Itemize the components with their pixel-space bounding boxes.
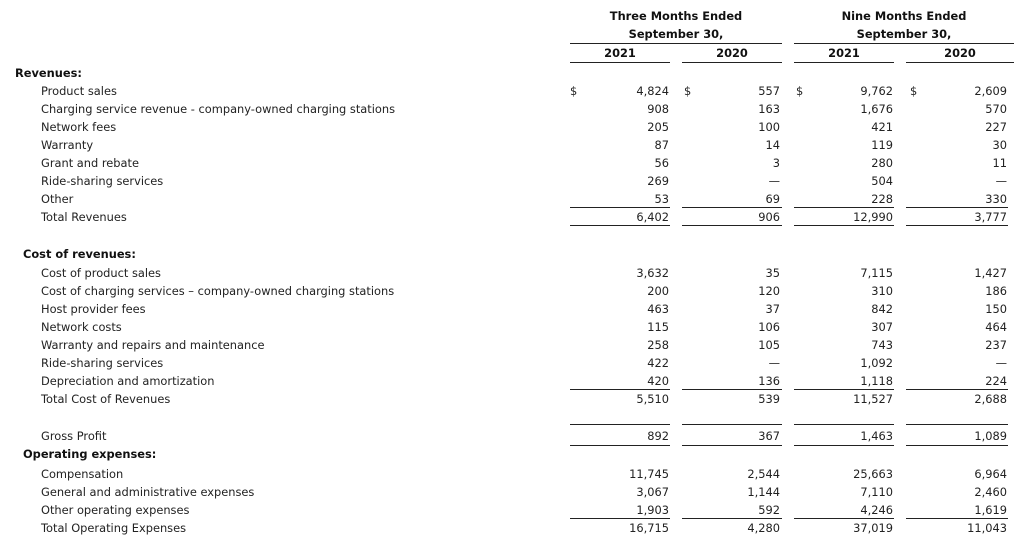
gross-profit-rule — [682, 445, 782, 446]
value-cell: 504 — [871, 174, 893, 188]
subtotal-rule — [906, 389, 1008, 390]
nine-months-subheader: September 30, — [856, 27, 952, 41]
subtotal-rule — [570, 389, 670, 390]
row-label: Other — [41, 192, 74, 206]
value-cell: 2,460 — [974, 485, 1007, 499]
gross-profit-rule — [906, 445, 1008, 446]
value-cell: 9,762 — [860, 84, 893, 98]
year-header: 2021 — [828, 46, 860, 60]
row-label: Cost of product sales — [41, 266, 161, 280]
value-cell: 421 — [871, 120, 893, 134]
subtotal-rule — [794, 207, 894, 208]
value-cell: 53 — [654, 192, 669, 206]
value-cell: 1,427 — [974, 266, 1007, 280]
value-cell: 743 — [871, 338, 893, 352]
value-cell: 14 — [765, 138, 780, 152]
value-cell: 464 — [985, 320, 1007, 334]
value-cell: 11,527 — [853, 392, 893, 406]
value-cell: 11,043 — [967, 521, 1007, 535]
subtotal-rule — [682, 389, 782, 390]
value-cell: 280 — [871, 156, 893, 170]
row-label: Product sales — [41, 84, 117, 98]
value-cell: 69 — [765, 192, 780, 206]
subtotal-rule — [794, 518, 894, 519]
value-cell: 7,110 — [860, 485, 893, 499]
value-cell: 3,067 — [636, 485, 669, 499]
value-cell: 842 — [871, 302, 893, 316]
row-label: Warranty and repairs and maintenance — [41, 338, 265, 352]
value-cell: — — [995, 356, 1007, 370]
value-cell: — — [995, 174, 1007, 188]
year-header: 2021 — [604, 46, 636, 60]
gross-profit-rule — [794, 424, 894, 425]
value-cell: — — [768, 174, 780, 188]
value-cell: 420 — [647, 374, 669, 388]
value-cell: — — [768, 356, 780, 370]
value-cell: 1,619 — [974, 503, 1007, 517]
currency-symbol: $ — [684, 84, 692, 98]
subtotal-rule — [570, 518, 670, 519]
value-cell: 1,118 — [860, 374, 893, 388]
value-cell: 330 — [985, 192, 1007, 206]
value-cell: 1,463 — [860, 429, 893, 443]
value-cell: 5,510 — [636, 392, 669, 406]
subtotal-rule — [682, 518, 782, 519]
subtotal-rule — [570, 207, 670, 208]
value-cell: 463 — [647, 302, 669, 316]
row-label: Network costs — [41, 320, 122, 334]
value-cell: 11,745 — [629, 467, 669, 481]
row-label: General and administrative expenses — [41, 485, 255, 499]
three-months-subheader: September 30, — [628, 27, 724, 41]
value-cell: 56 — [654, 156, 669, 170]
three-months-header: Three Months Ended — [609, 9, 743, 23]
total-rule — [570, 225, 670, 226]
currency-symbol: $ — [570, 84, 578, 98]
subtotal-rule — [682, 207, 782, 208]
value-cell: 269 — [647, 174, 669, 188]
value-cell: 258 — [647, 338, 669, 352]
row-label: Ride-sharing services — [41, 174, 164, 188]
value-cell: 12,990 — [853, 210, 893, 224]
row-label: Warranty — [41, 138, 94, 152]
value-cell: 11 — [992, 156, 1007, 170]
row-label: Total Revenues — [41, 210, 127, 224]
value-cell: 105 — [758, 338, 780, 352]
value-cell: 422 — [647, 356, 669, 370]
value-cell: 1,089 — [974, 429, 1007, 443]
value-cell: 4,824 — [636, 84, 669, 98]
value-cell: 3,777 — [974, 210, 1007, 224]
year-header: 2020 — [716, 46, 748, 60]
gross-profit-rule — [570, 424, 670, 425]
subtotal-rule — [794, 389, 894, 390]
value-cell: 1,144 — [747, 485, 780, 499]
gross-profit-rule — [570, 445, 670, 446]
year-rule — [906, 62, 1014, 63]
value-cell: 150 — [985, 302, 1007, 316]
value-cell: 224 — [985, 374, 1007, 388]
year-header: 2020 — [944, 46, 976, 60]
gross-profit-rule — [794, 445, 894, 446]
value-cell: 16,715 — [629, 521, 669, 535]
currency-symbol: $ — [910, 84, 918, 98]
value-cell: 6,402 — [636, 210, 669, 224]
value-cell: 307 — [871, 320, 893, 334]
value-cell: 2,609 — [974, 84, 1007, 98]
value-cell: 35 — [765, 266, 780, 280]
value-cell: 186 — [985, 284, 1007, 298]
row-label: Ride-sharing services — [41, 356, 164, 370]
value-cell: 37 — [765, 302, 780, 316]
section-cost-of-revenues: Cost of revenues: — [23, 247, 136, 261]
value-cell: 557 — [758, 84, 780, 98]
year-rule — [794, 62, 894, 63]
row-label: Host provider fees — [41, 302, 146, 316]
row-label: Gross Profit — [41, 429, 107, 443]
value-cell: 200 — [647, 284, 669, 298]
value-cell: 367 — [758, 429, 780, 443]
value-cell: 237 — [985, 338, 1007, 352]
value-cell: 100 — [758, 120, 780, 134]
value-cell: 106 — [758, 320, 780, 334]
nine-months-header: Nine Months Ended — [841, 9, 967, 23]
value-cell: 30 — [992, 138, 1007, 152]
value-cell: 1,903 — [636, 503, 669, 517]
year-rule — [570, 62, 670, 63]
section-operating-expenses: Operating expenses: — [23, 447, 157, 461]
row-label: Charging service revenue - company-owned charging stations — [41, 102, 396, 116]
value-cell: 2,544 — [747, 467, 780, 481]
year-rule — [682, 62, 782, 63]
total-rule — [794, 225, 894, 226]
value-cell: 228 — [871, 192, 893, 206]
value-cell: 119 — [871, 138, 893, 152]
value-cell: 4,246 — [860, 503, 893, 517]
value-cell: 906 — [758, 210, 780, 224]
value-cell: 6,964 — [974, 467, 1007, 481]
row-label: Total Operating Expenses — [41, 521, 187, 535]
section-revenues: Revenues: — [15, 66, 82, 80]
currency-symbol: $ — [796, 84, 804, 98]
value-cell: 1,092 — [860, 356, 893, 370]
row-label: Other operating expenses — [41, 503, 190, 517]
row-label: Network fees — [41, 120, 117, 134]
value-cell: 136 — [758, 374, 780, 388]
value-cell: 115 — [647, 320, 669, 334]
value-cell: 592 — [758, 503, 780, 517]
value-cell: 227 — [985, 120, 1007, 134]
subtotal-rule — [906, 207, 1008, 208]
value-cell: 2,688 — [974, 392, 1007, 406]
row-label: Depreciation and amortization — [41, 374, 215, 388]
header-rule — [794, 43, 1014, 44]
total-rule — [682, 225, 782, 226]
value-cell: 163 — [758, 102, 780, 116]
value-cell: 1,676 — [860, 102, 893, 116]
header-rule — [570, 43, 782, 44]
gross-profit-rule — [682, 424, 782, 425]
value-cell: 892 — [647, 429, 669, 443]
value-cell: 120 — [758, 284, 780, 298]
value-cell: 908 — [647, 102, 669, 116]
value-cell: 4,280 — [747, 521, 780, 535]
total-rule — [906, 225, 1008, 226]
row-label: Total Cost of Revenues — [41, 392, 171, 406]
value-cell: 37,019 — [853, 521, 893, 535]
value-cell: 570 — [985, 102, 1007, 116]
row-label: Cost of charging services – company-owned charging stations — [41, 284, 395, 298]
value-cell: 87 — [654, 138, 669, 152]
row-label: Compensation — [41, 467, 124, 481]
row-label: Grant and rebate — [41, 156, 139, 170]
value-cell: 7,115 — [860, 266, 893, 280]
value-cell: 3 — [772, 156, 780, 170]
value-cell: 205 — [647, 120, 669, 134]
subtotal-rule — [906, 518, 1008, 519]
value-cell: 25,663 — [853, 467, 893, 481]
value-cell: 539 — [758, 392, 780, 406]
value-cell: 3,632 — [636, 266, 669, 280]
gross-profit-rule — [906, 424, 1008, 425]
value-cell: 310 — [871, 284, 893, 298]
